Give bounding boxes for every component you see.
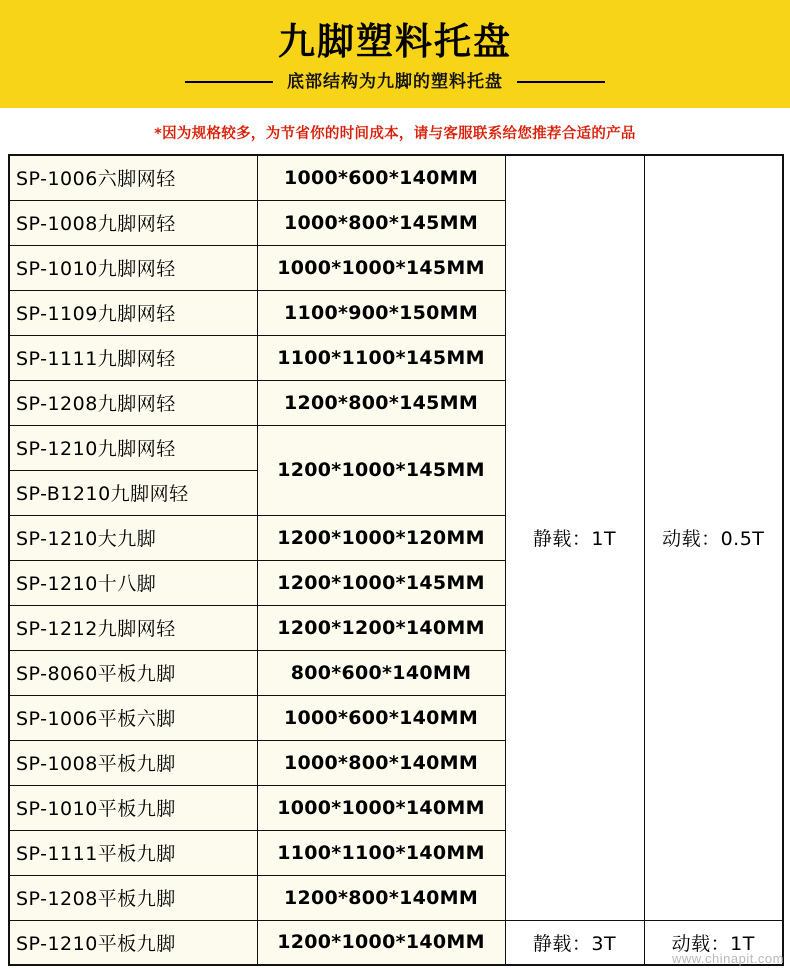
model-cell: SP-1208九脚网轻 <box>9 380 257 425</box>
size-cell: 1000*800*145MM <box>257 200 505 245</box>
size-cell: 1100*1100*140MM <box>257 830 505 875</box>
size-cell-merged: 1200*1000*145MM <box>257 425 505 515</box>
size-cell: 1200*1200*140MM <box>257 605 505 650</box>
page-title: 九脚塑料托盘 <box>278 20 512 63</box>
model-cell: SP-1006六脚网轻 <box>9 155 257 200</box>
size-cell: 1200*1000*140MM <box>257 920 505 965</box>
size-cell: 1100*900*150MM <box>257 290 505 335</box>
size-cell: 1000*800*140MM <box>257 740 505 785</box>
static-load-cell: 静载：1T <box>505 155 644 920</box>
size-cell: 1200*800*145MM <box>257 380 505 425</box>
model-cell: SP-1008九脚网轻 <box>9 200 257 245</box>
spec-table <box>8 154 784 966</box>
model-cell: SP-1111九脚网轻 <box>9 335 257 380</box>
size-cell: 1000*600*140MM <box>257 155 505 200</box>
dynamic-load-cell: 动载：0.5T <box>644 155 783 920</box>
subtitle-row <box>0 71 790 93</box>
model-cell: SP-1208平板九脚 <box>9 875 257 920</box>
static-load-cell-last: 静载：3T <box>505 920 644 965</box>
notice-text: *因为规格较多，为节省你的时间成本，请与客服联系给您推荐合适的产品 <box>154 126 636 142</box>
size-cell: 1000*1000*145MM <box>257 245 505 290</box>
size-cell: 1200*1000*145MM <box>257 560 505 605</box>
model-cell: SP-1210平板九脚 <box>9 920 257 965</box>
table-row <box>9 155 783 200</box>
size-cell: 1000*600*140MM <box>257 695 505 740</box>
page-subtitle: 底部结构为九脚的塑料托盘 <box>287 72 503 92</box>
size-cell: 1100*1100*145MM <box>257 335 505 380</box>
dynamic-load-cell-last: 动载：1T <box>644 920 783 965</box>
model-cell: SP-1212九脚网轻 <box>9 605 257 650</box>
model-cell: SP-1111平板九脚 <box>9 830 257 875</box>
table-row <box>9 920 783 965</box>
model-cell: SP-8060平板九脚 <box>9 650 257 695</box>
size-cell: 1000*1000*140MM <box>257 785 505 830</box>
model-cell: SP-1109九脚网轻 <box>9 290 257 335</box>
model-cell: SP-1010九脚网轻 <box>9 245 257 290</box>
model-cell: SP-1008平板九脚 <box>9 740 257 785</box>
size-cell: 800*600*140MM <box>257 650 505 695</box>
model-cell: SP-1010平板九脚 <box>9 785 257 830</box>
model-cell: SP-1210十八脚 <box>9 560 257 605</box>
rule-left <box>185 81 273 83</box>
header-banner <box>0 0 790 108</box>
model-cell: SP-B1210九脚网轻 <box>9 470 257 515</box>
spec-table-wrap <box>0 154 790 966</box>
model-cell: SP-1006平板六脚 <box>9 695 257 740</box>
watermark-text: www.chinapit.com <box>671 951 784 966</box>
size-cell: 1200*800*140MM <box>257 875 505 920</box>
size-cell: 1200*1000*120MM <box>257 515 505 560</box>
model-cell: SP-1210大九脚 <box>9 515 257 560</box>
model-cell: SP-1210九脚网轻 <box>9 425 257 470</box>
rule-right <box>517 81 605 83</box>
